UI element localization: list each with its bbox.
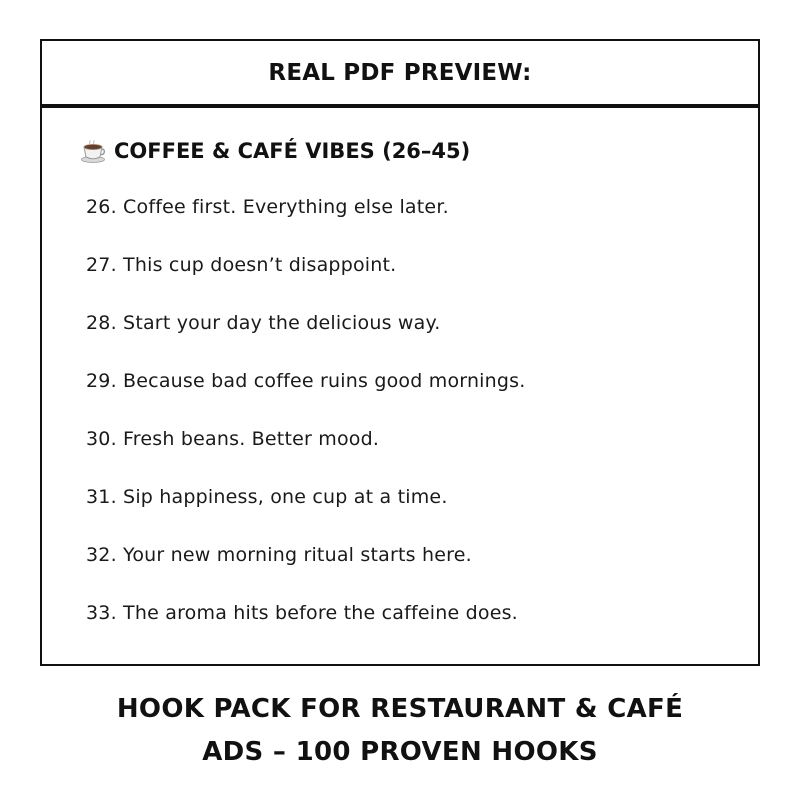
hook-item: 33. The aroma hits before the caffeine does.	[86, 602, 518, 624]
section-heading-text: COFFEE & CAFÉ VIBES (26–45)	[114, 139, 471, 163]
pdf-preview-box	[40, 39, 760, 666]
coffee-cup-icon	[80, 138, 106, 164]
hook-list	[86, 196, 526, 660]
hook-item: 30. Fresh beans. Better mood.	[86, 428, 380, 450]
section-heading	[80, 138, 470, 164]
preview-title: REAL PDF PREVIEW:	[268, 59, 532, 86]
hook-item: 27. This cup doesn’t disappoint.	[86, 254, 397, 276]
product-title	[0, 688, 800, 774]
preview-header	[42, 41, 758, 108]
hook-item: 28. Start your day the delicious way.	[86, 312, 441, 334]
product-title-line-1: HOOK PACK FOR RESTAURANT & CAFÉ	[116, 694, 684, 724]
hook-item: 29. Because bad coffee ruins good mornings.	[86, 370, 526, 392]
hook-item: 31. Sip happiness, one cup at a time.	[86, 486, 448, 508]
hook-item: 32. Your new morning ritual starts here.	[86, 544, 472, 566]
hook-item: 26. Coffee first. Everything else later.	[86, 196, 449, 218]
product-title-line-2: ADS – 100 PROVEN HOOKS	[202, 737, 598, 767]
